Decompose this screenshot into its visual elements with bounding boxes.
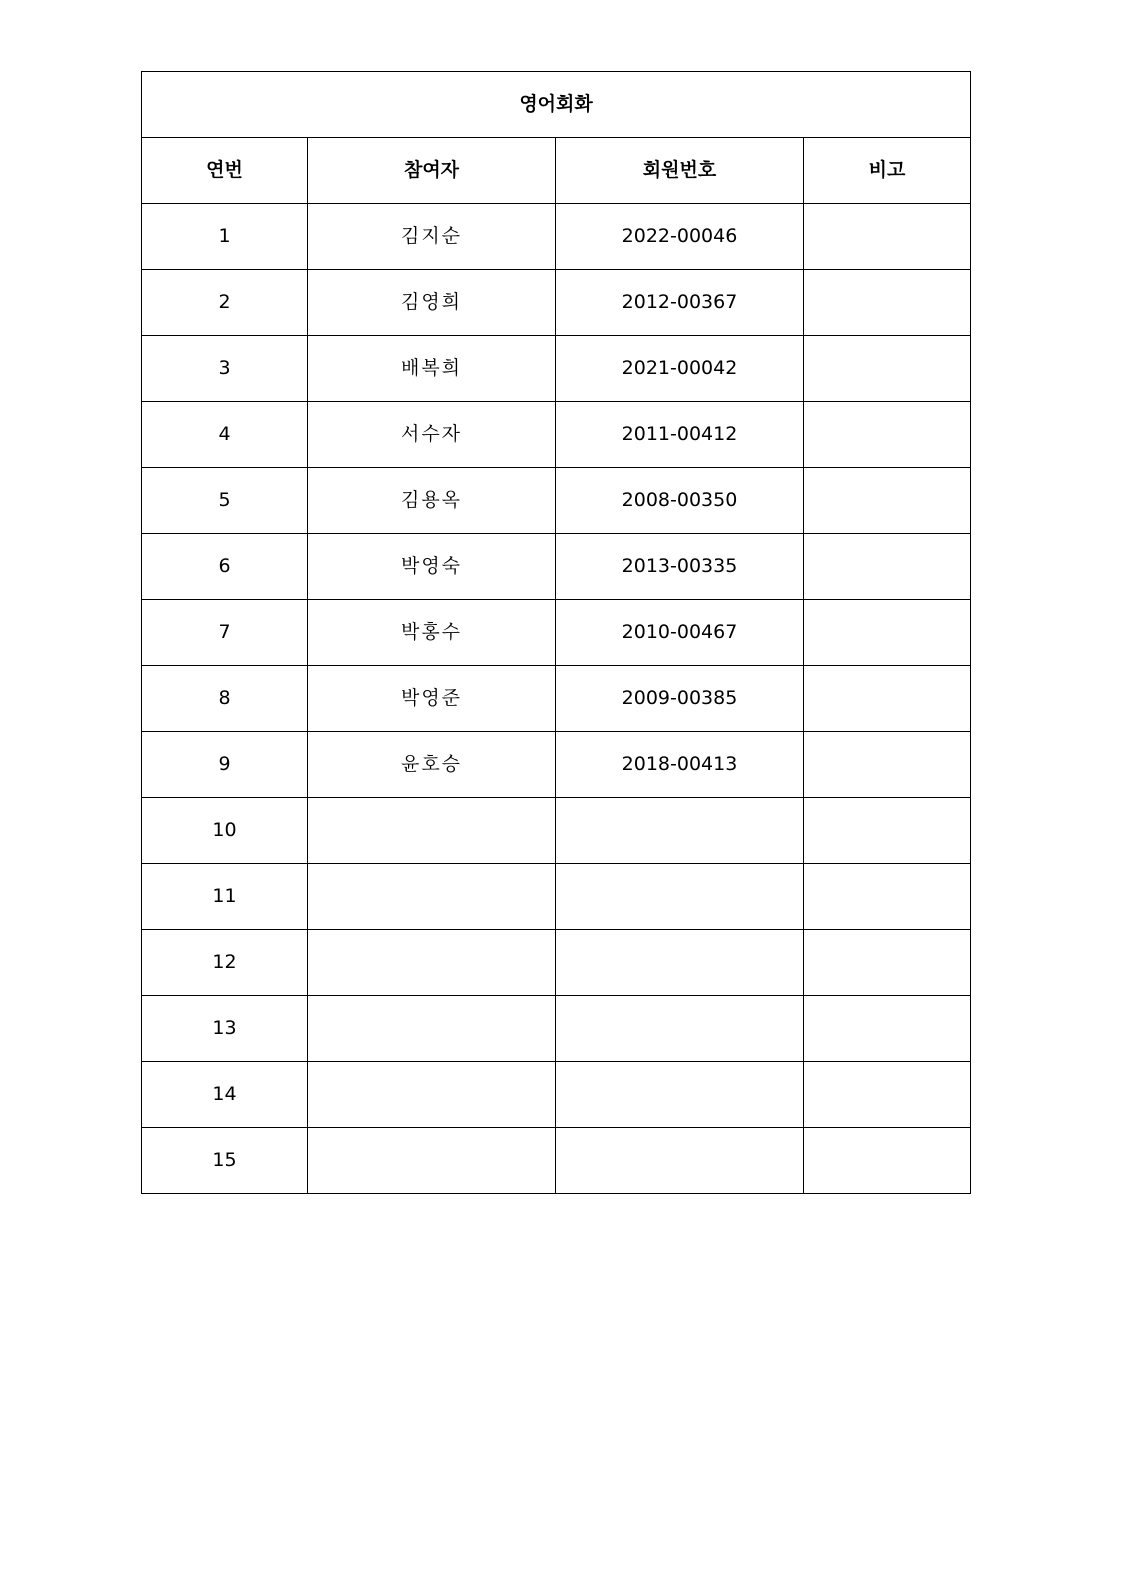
participant-name: 윤호승 xyxy=(308,732,556,798)
participant-name xyxy=(308,864,556,930)
participant-name: 김영희 xyxy=(308,270,556,336)
participant-name: 김지순 xyxy=(308,204,556,270)
participant-name: 서수자 xyxy=(308,402,556,468)
column-header-no: 연번 xyxy=(142,138,308,204)
participant-name xyxy=(308,930,556,996)
table-row xyxy=(142,732,971,798)
table-row xyxy=(142,336,971,402)
row-number: 6 xyxy=(142,534,308,600)
member-id: 2013-00335 xyxy=(556,534,804,600)
remarks-cell xyxy=(804,732,971,798)
member-id xyxy=(556,1128,804,1194)
remarks-cell xyxy=(804,534,971,600)
remarks-cell xyxy=(804,270,971,336)
member-id xyxy=(556,996,804,1062)
participant-name xyxy=(308,1128,556,1194)
member-id: 2010-00467 xyxy=(556,600,804,666)
member-id: 2018-00413 xyxy=(556,732,804,798)
remarks-cell xyxy=(804,204,971,270)
row-number: 8 xyxy=(142,666,308,732)
member-id xyxy=(556,1062,804,1128)
member-id: 2008-00350 xyxy=(556,468,804,534)
row-number: 7 xyxy=(142,600,308,666)
participant-name: 박영준 xyxy=(308,666,556,732)
member-id: 2009-00385 xyxy=(556,666,804,732)
table-row xyxy=(142,204,971,270)
row-number: 4 xyxy=(142,402,308,468)
remarks-cell xyxy=(804,1128,971,1194)
table-row xyxy=(142,930,971,996)
remarks-cell xyxy=(804,798,971,864)
participant-name xyxy=(308,1062,556,1128)
remarks-cell xyxy=(804,600,971,666)
column-header-member-id: 회원번호 xyxy=(556,138,804,204)
table-row xyxy=(142,996,971,1062)
column-header-participant: 참여자 xyxy=(308,138,556,204)
row-number: 1 xyxy=(142,204,308,270)
table-row xyxy=(142,798,971,864)
member-id xyxy=(556,798,804,864)
participant-name: 배복희 xyxy=(308,336,556,402)
row-number: 5 xyxy=(142,468,308,534)
roster-table xyxy=(141,71,971,1194)
row-number: 12 xyxy=(142,930,308,996)
table-row xyxy=(142,600,971,666)
participant-name xyxy=(308,996,556,1062)
header-row xyxy=(142,138,971,204)
participant-name: 박영숙 xyxy=(308,534,556,600)
remarks-cell xyxy=(804,1062,971,1128)
remarks-cell xyxy=(804,666,971,732)
table-row xyxy=(142,468,971,534)
member-id xyxy=(556,930,804,996)
row-number: 11 xyxy=(142,864,308,930)
row-number: 10 xyxy=(142,798,308,864)
title-row xyxy=(142,72,971,138)
member-id xyxy=(556,864,804,930)
member-id: 2012-00367 xyxy=(556,270,804,336)
table-row xyxy=(142,402,971,468)
table-row xyxy=(142,534,971,600)
remarks-cell xyxy=(804,864,971,930)
table-row xyxy=(142,1128,971,1194)
remarks-cell xyxy=(804,930,971,996)
member-id: 2021-00042 xyxy=(556,336,804,402)
remarks-cell xyxy=(804,468,971,534)
row-number: 9 xyxy=(142,732,308,798)
member-id: 2022-00046 xyxy=(556,204,804,270)
table-row xyxy=(142,1062,971,1128)
table-row xyxy=(142,864,971,930)
column-header-remarks: 비고 xyxy=(804,138,971,204)
table-row xyxy=(142,666,971,732)
participant-name xyxy=(308,798,556,864)
table-title: 영어회화 xyxy=(142,72,971,138)
remarks-cell xyxy=(804,996,971,1062)
table-row xyxy=(142,270,971,336)
roster-sheet xyxy=(141,71,970,1194)
row-number: 14 xyxy=(142,1062,308,1128)
row-number: 13 xyxy=(142,996,308,1062)
participant-name: 김용옥 xyxy=(308,468,556,534)
remarks-cell xyxy=(804,402,971,468)
row-number: 2 xyxy=(142,270,308,336)
member-id: 2011-00412 xyxy=(556,402,804,468)
row-number: 15 xyxy=(142,1128,308,1194)
remarks-cell xyxy=(804,336,971,402)
participant-name: 박홍수 xyxy=(308,600,556,666)
row-number: 3 xyxy=(142,336,308,402)
